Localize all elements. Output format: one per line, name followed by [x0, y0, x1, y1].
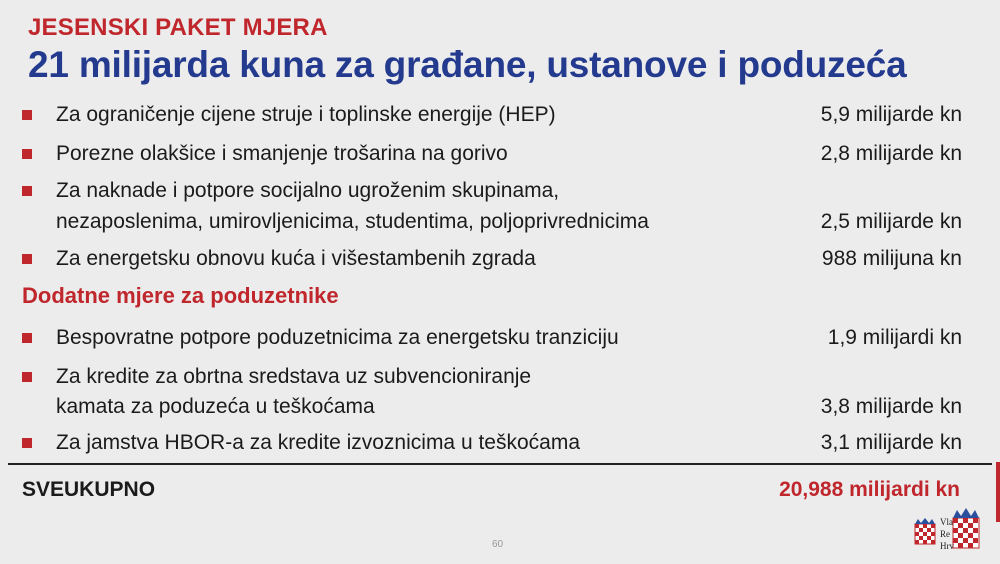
- item-amount: 2,8 milijarde kn: [820, 142, 962, 165]
- item-text-line1: Za kredite za obrtna sredstava uz subvencioniranje: [56, 365, 532, 388]
- bullet-icon: [22, 372, 32, 382]
- bullet-icon: [22, 438, 32, 448]
- accent-bar: [996, 462, 1000, 522]
- government-logo: [914, 508, 980, 554]
- item-text-line2: nezaposlenima, umirovljenicima, studentima, poljoprivrednicima: [56, 210, 649, 233]
- list-item: [22, 98, 962, 132]
- slide-title: 21 milijarda kuna za građane, ustanove i poduzeća: [28, 44, 907, 85]
- section-heading: Dodatne mjere za poduzetnike: [22, 283, 339, 308]
- item-text: Porezne olakšice i smanjenje trošarina na gorivo: [56, 142, 508, 165]
- item-text: Za ograničenje cijene struje i toplinske energije (HEP): [56, 103, 556, 126]
- item-amount: 988 milijuna kn: [821, 247, 962, 270]
- bullet-icon: [22, 254, 32, 264]
- bullet-icon: [22, 149, 32, 159]
- bullet-icon: [22, 186, 32, 196]
- item-amount: 3,1 milijarde kn: [820, 431, 962, 454]
- total-amount: 20,988 milijardi kn: [779, 478, 960, 501]
- item-amount: 5,9 milijarde kn: [820, 103, 962, 126]
- item-text: Bespovratne potpore poduzetnicima za energetsku tranziciju: [56, 326, 619, 349]
- logo-text: Vla Re Hrv: [940, 517, 954, 551]
- coat-of-arms-icon: [952, 508, 980, 552]
- list-item: [22, 174, 962, 242]
- list-item: [22, 137, 962, 171]
- page-number: 60: [492, 539, 504, 550]
- list-item: [22, 321, 962, 355]
- divider: [8, 463, 992, 465]
- item-text-line2: kamata za poduzeća u teškoćama: [56, 395, 375, 418]
- item-amount: 3,8 milijarde kn: [820, 395, 962, 418]
- item-amount: 1,9 milijardi kn: [827, 326, 962, 349]
- bullet-icon: [22, 333, 32, 343]
- item-amount: 2,5 milijarde kn: [820, 210, 962, 233]
- item-text: Za energetsku obnovu kuća i višestambenih zgrada: [56, 247, 536, 270]
- bullet-icon: [22, 110, 32, 120]
- list-item: [22, 242, 962, 276]
- list-item: [22, 426, 962, 460]
- coat-of-arms-icon: [914, 518, 936, 546]
- list-item: [22, 360, 962, 428]
- total-label: SVEUKUPNO: [22, 478, 156, 501]
- slide-kicker: JESENSKI PAKET MJERA: [28, 14, 328, 41]
- item-text-line1: Za naknade i potpore socijalno ugroženim skupinama,: [56, 179, 560, 202]
- item-text: Za jamstva HBOR-a za kredite izvoznicima u teškoćama: [56, 431, 581, 454]
